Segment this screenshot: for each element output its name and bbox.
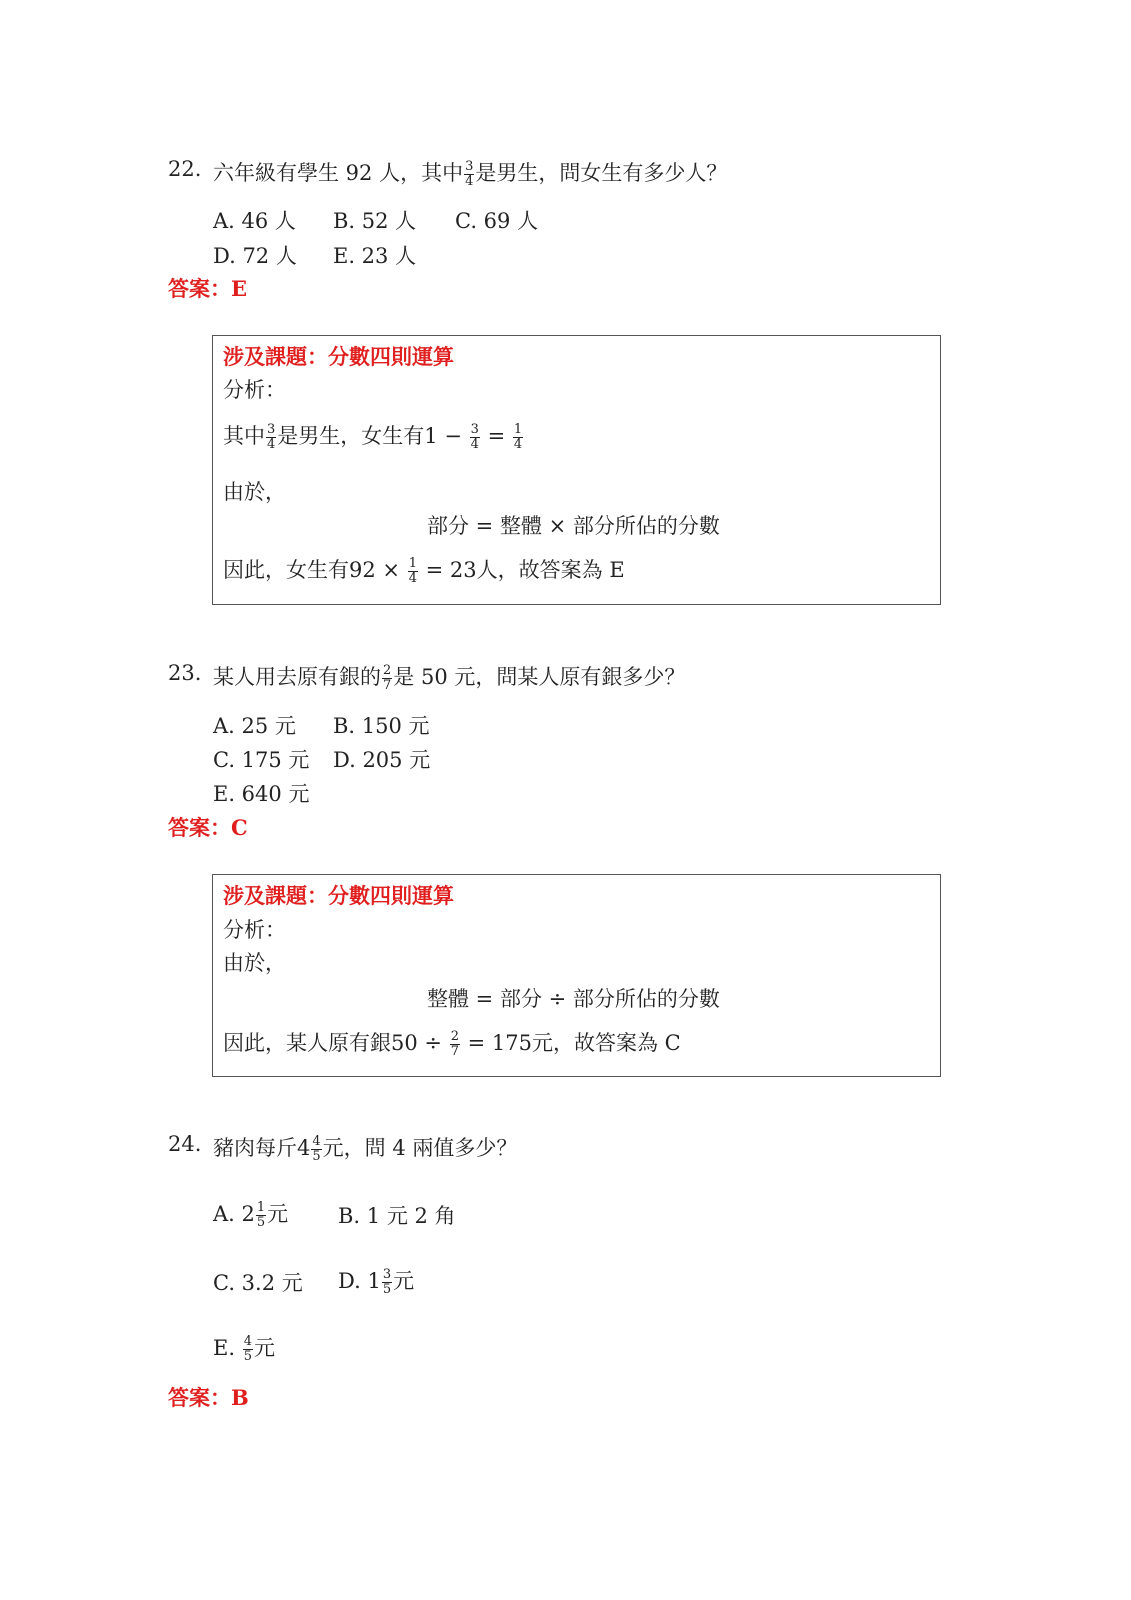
option-c: C. 69 人 — [455, 209, 539, 233]
option-b: B. 52 人 — [333, 209, 417, 233]
numerator: 1 — [408, 556, 417, 571]
line-text: = 23人，故答案為 E — [425, 558, 625, 582]
option-d — [338, 1265, 414, 1297]
numerator: 2 — [450, 1029, 459, 1044]
option-a — [213, 1198, 288, 1230]
question-number: 23. — [168, 661, 202, 685]
line-text: 其中 — [223, 424, 265, 448]
denominator: 4 — [470, 437, 479, 452]
numerator: 4 — [243, 1334, 252, 1349]
equals-sign: = — [487, 424, 506, 448]
fraction — [408, 557, 418, 586]
denominator: 7 — [383, 678, 392, 693]
fraction — [450, 1030, 460, 1059]
analysis-label: 分析： — [223, 918, 286, 942]
numerator: 3 — [382, 1267, 392, 1282]
option-text: A. 2 — [213, 1202, 255, 1226]
option-b: B. 150 元 — [333, 714, 430, 738]
numerator: 3 — [267, 422, 276, 437]
denominator: 5 — [312, 1149, 321, 1164]
option-text: E. — [213, 1336, 242, 1360]
question-number: 24. — [168, 1132, 202, 1156]
fraction — [243, 1335, 253, 1364]
conclusion — [223, 554, 625, 586]
numerator: 1 — [256, 1200, 266, 1215]
topic-heading: 涉及課題：分數四則運算 — [223, 344, 454, 369]
denominator: 4 — [408, 571, 417, 586]
answer-line — [168, 812, 248, 842]
denominator: 4 — [267, 437, 276, 452]
denominator: 5 — [382, 1282, 392, 1297]
option-text: D. 1 — [338, 1269, 381, 1293]
question-stem — [213, 661, 685, 693]
analysis-box — [212, 874, 941, 1077]
fraction — [464, 160, 474, 189]
line-text: = 175元，故答案為 C — [467, 1031, 681, 1055]
since-label: 由於， — [223, 951, 286, 975]
answer-value: B — [231, 1385, 249, 1410]
denominator: 7 — [450, 1044, 459, 1059]
denominator: 5 — [243, 1349, 252, 1364]
analysis-box — [212, 335, 941, 605]
answer-label: 答案： — [168, 276, 231, 301]
formula: 整體 = 部分 ÷ 部分所佔的分數 — [427, 987, 720, 1011]
fraction — [513, 423, 523, 452]
option-d: D. 205 元 — [333, 748, 431, 772]
fraction — [382, 1268, 392, 1297]
analysis-line-1 — [223, 420, 524, 452]
option-c: C. 3.2 元 — [213, 1271, 303, 1295]
question-stem — [213, 1132, 517, 1164]
answer-line — [168, 273, 247, 303]
question-number: 22. — [168, 157, 202, 181]
fraction — [311, 1135, 321, 1164]
option-text: 元 — [267, 1202, 289, 1226]
stem-text: 豬肉每斤4 — [213, 1136, 311, 1160]
option-text: 元 — [253, 1336, 275, 1360]
option-d: D. 72 人 — [213, 244, 297, 268]
fraction — [382, 664, 392, 693]
fraction — [266, 423, 276, 452]
answer-value: C — [231, 815, 248, 840]
stem-text: 是 50 元，問某人原有銀多少？ — [393, 665, 686, 689]
fraction — [470, 423, 480, 452]
numerator: 1 — [513, 422, 523, 437]
answer-value: E — [231, 276, 248, 301]
topic-heading: 涉及課題：分數四則運算 — [223, 883, 454, 908]
line-text: 因此，女生有92 × — [223, 558, 400, 582]
numerator: 2 — [383, 663, 392, 678]
line-text: 是男生，女生有1 − — [277, 424, 462, 448]
line-text: 因此，某人原有銀50 ÷ — [223, 1031, 442, 1055]
question-stem — [213, 157, 727, 189]
stem-text: 六年級有學生 92 人，其中 — [213, 161, 464, 185]
stem-text: 元，問 4 兩值多少？ — [322, 1136, 518, 1160]
answer-line — [168, 1382, 249, 1412]
option-b: B. 1 元 2 角 — [338, 1204, 456, 1228]
option-e: E. 23 人 — [333, 244, 417, 268]
denominator: 5 — [256, 1215, 266, 1230]
option-e: E. 640 元 — [213, 782, 310, 806]
conclusion — [223, 1027, 681, 1059]
denominator: 4 — [465, 174, 474, 189]
answer-label: 答案： — [168, 1385, 231, 1410]
stem-text: 是男生，問女生有多少人？ — [475, 161, 728, 185]
option-c: C. 175 元 — [213, 748, 310, 772]
numerator: 3 — [470, 422, 479, 437]
since-label: 由於， — [223, 480, 286, 504]
denominator: 4 — [513, 437, 523, 452]
analysis-label: 分析： — [223, 378, 286, 402]
formula: 部分 = 整體 × 部分所佔的分數 — [427, 514, 720, 538]
stem-text: 某人用去原有銀的 — [213, 665, 381, 689]
answer-label: 答案： — [168, 815, 231, 840]
numerator: 4 — [312, 1134, 321, 1149]
option-a: A. 25 元 — [213, 714, 296, 738]
numerator: 3 — [465, 159, 474, 174]
fraction — [256, 1201, 266, 1230]
option-a: A. 46 人 — [213, 209, 296, 233]
option-e — [213, 1332, 275, 1364]
option-text: 元 — [393, 1269, 415, 1293]
